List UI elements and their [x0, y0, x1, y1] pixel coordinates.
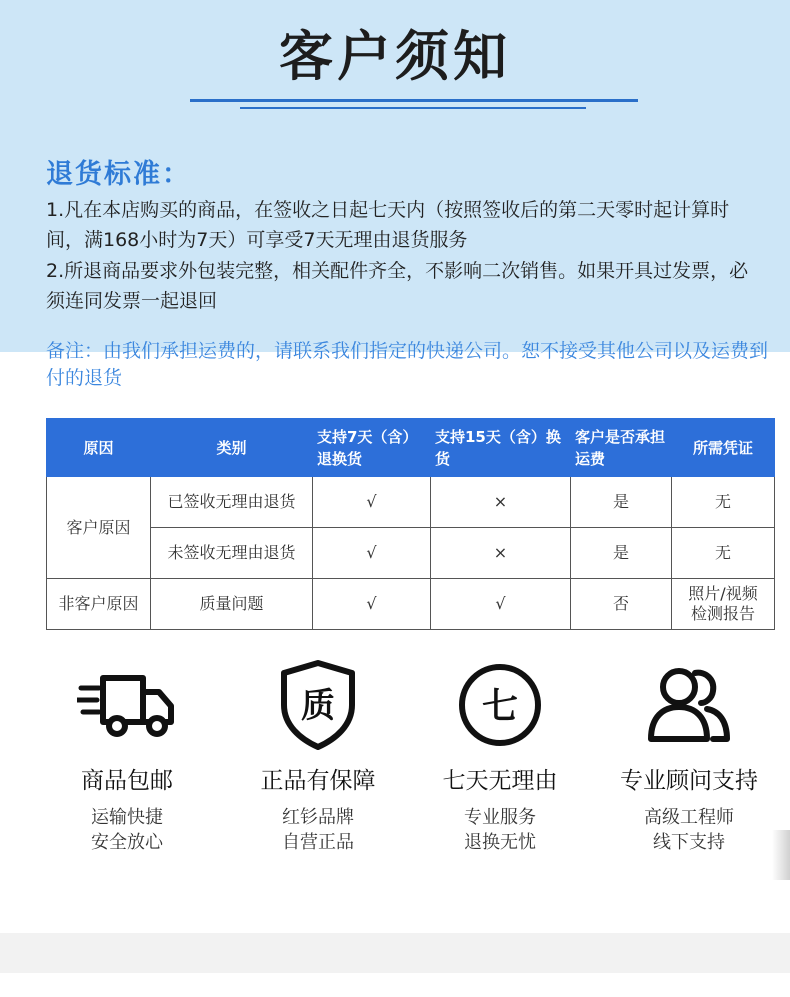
freight-cell: 否 [571, 579, 672, 630]
page-title: 客户须知 [279, 25, 511, 88]
header-category: 类别 [151, 419, 313, 477]
feature-title: 正品有保障 [260, 768, 376, 794]
table-row [47, 528, 775, 579]
freight-cell: 是 [571, 477, 672, 528]
feature-line: 线下支持 [653, 832, 725, 853]
feature-title: 七天无理由 [442, 768, 558, 794]
feature-line: 自营正品 [282, 832, 354, 853]
proof-cell: 无 [672, 528, 775, 579]
freight-note: 备注：由我们承担运费的，请联系我们指定的快递公司。恕不接受其他公司以及运费到付的退货 [46, 340, 769, 389]
category-cell: 已签收无理由退货 [151, 477, 313, 528]
feature-line: 运输快捷 [91, 807, 163, 828]
seven-circle-icon [457, 662, 543, 748]
header-reason: 原因 [47, 419, 151, 477]
fifteen-day-cell: × [431, 477, 571, 528]
freight-cell: 是 [571, 528, 672, 579]
service-features [0, 655, 790, 875]
title-underline-long [190, 99, 638, 102]
feature-line: 专业服务 [464, 807, 536, 828]
return-policy-table [46, 418, 775, 630]
consultant-users-icon [647, 665, 731, 745]
proof-cell: 照片/视频检测报告 [672, 579, 775, 630]
feature-line: 高级工程师 [644, 807, 734, 828]
table-header-row [47, 419, 775, 477]
reason-cell: 客户原因 [47, 477, 151, 579]
delivery-truck-icon [77, 670, 177, 740]
feature-title: 专业顾问支持 [620, 768, 758, 794]
category-cell: 未签收无理由退货 [151, 528, 313, 579]
feature-title: 商品包邮 [81, 768, 173, 794]
header-fifteen-day: 支持15天（含）换货 [431, 419, 571, 477]
edge-shadow [772, 830, 790, 880]
fifteen-day-cell: × [431, 528, 571, 579]
category-cell: 质量问题 [151, 579, 313, 630]
quality-shield-icon [278, 659, 358, 751]
feature-free-shipping [32, 655, 222, 855]
feature-consultant-support [594, 655, 784, 855]
header-seven-day: 支持7天（含）退换货 [313, 419, 431, 477]
svg-text:七: 七 [481, 686, 519, 727]
feature-seven-day-return [405, 655, 595, 855]
title-underline-short [240, 107, 586, 109]
return-rule-2: 2.所退商品要求外包装完整，相关配件齐全，不影响二次销售。如果开具过发票，必须连同发票一起退回 [46, 260, 749, 312]
proof-cell: 无 [672, 477, 775, 528]
header-freight: 客户是否承担运费 [571, 419, 672, 477]
table-row [47, 477, 775, 528]
reason-cell: 非客户原因 [47, 579, 151, 630]
seven-day-cell: √ [313, 579, 431, 630]
svg-text:质: 质 [301, 686, 335, 726]
feature-line: 安全放心 [91, 832, 163, 853]
seven-day-cell: √ [313, 528, 431, 579]
table-row [47, 579, 775, 630]
feature-line: 红钐品牌 [282, 807, 354, 828]
return-policy-heading: 退货标准： [46, 159, 191, 190]
fifteen-day-cell: √ [431, 579, 571, 630]
bottom-band [0, 933, 790, 973]
return-rule-1: 1.凡在本店购买的商品，在签收之日起七天内（按照签收后的第二天零时起计算时间，满168小时为7天）可享受7天无理由退货服务 [46, 199, 730, 251]
feature-line: 退换无忧 [464, 832, 536, 853]
feature-genuine-product [223, 655, 413, 855]
header-proof: 所需凭证 [672, 419, 775, 477]
seven-day-cell: √ [313, 477, 431, 528]
